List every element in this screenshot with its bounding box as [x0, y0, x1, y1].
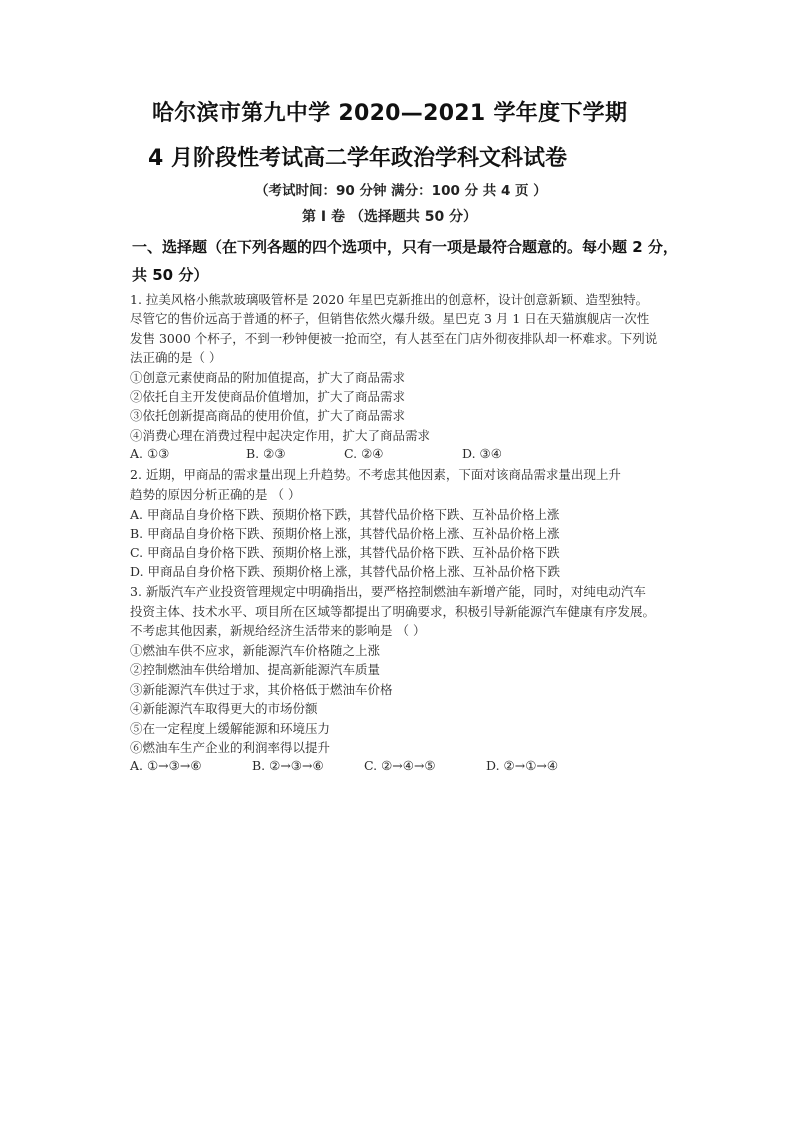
q3-line: ②控制燃油车供给增加、提高新能源汽车质量	[130, 662, 381, 677]
q1-line: ③依托创新提高商品的使用价值，扩大了商品需求	[130, 408, 406, 423]
q1-options	[130, 446, 502, 461]
q1-line: 尽管它的售价远高于普通的杯子，但销售依然火爆升级。星巴克 3 月 1 日在天猫旗舰店一次性	[130, 311, 650, 326]
q1-option-c: C. ②④	[344, 446, 384, 461]
q2-option-line: B. 甲商品自身价格下跌、预期价格上涨，其替代品价格上涨、互补品价格上涨	[130, 526, 560, 541]
exam-title-line2: 4 月阶段性考试高二学年政治学科文科试卷	[148, 146, 567, 171]
q3-line: 3. 新版汽车产业投资管理规定中明确指出，要严格控制燃油车新增产能，同时，对纯电动汽车	[130, 584, 646, 599]
q1-option-a: A. ①③	[130, 446, 170, 461]
q2-line: 2. 近期，甲商品的需求量出现上升趋势。不考虑其他因素，下面对该商品需求量出现上升	[130, 467, 621, 482]
q3-line: ⑥燃油车生产企业的利润率得以提升	[130, 740, 331, 755]
volume-title: 第 I 卷 （选择题共 50 分）	[302, 209, 478, 225]
q3-line: 投资主体、技术水平、项目所在区域等都提出了明确要求，积极引导新能源汽车健康有序发展。	[130, 604, 656, 619]
q1-line: ②依托自主开发使商品价值增加，扩大了商品需求	[130, 389, 406, 404]
q3-line: ①燃油车供不应求，新能源汽车价格随之上涨	[130, 643, 381, 658]
q1-option-d: D. ③④	[462, 446, 502, 461]
q2-option-line: D. 甲商品自身价格下跌、预期价格上涨，其替代品价格上涨、互补品价格下跌	[130, 564, 561, 579]
q1-line: 法正确的是（ ）	[130, 350, 222, 365]
q1-line: 1. 拉美风格小熊款玻璃吸管杯是 2020 年星巴克新推出的创意杯，设计创意新颖、造型独特。	[130, 292, 649, 307]
q3-line: ③新能源汽车供过于求，其价格低于燃油车价格	[130, 682, 393, 697]
q3-line: ④新能源汽车取得更大的市场份额	[130, 701, 318, 716]
q3-line: 不考虑其他因素，新规给经济生活带来的影响是 （ ）	[130, 623, 426, 638]
q1-line: 发售 3000 个杯子，不到一秒钟便被一抢而空，有人甚至在门店外彻夜排队却一杯难求。下列说	[130, 331, 658, 346]
q2-option-line: A. 甲商品自身价格下跌、预期价格下跌，其替代品价格下跌、互补品价格上涨	[130, 507, 560, 522]
q2-line: 趋势的原因分析正确的是 （ ）	[130, 487, 301, 502]
q3-option-c: C. ②→④→⑤	[364, 758, 436, 773]
section-heading-line1: 一、选择题（在下列各题的四个选项中，只有一项是最符合题意的。每小题 2 分，	[132, 238, 678, 256]
q3-options	[130, 758, 558, 773]
q3-option-d: D. ②→①→④	[486, 758, 559, 773]
q2-option-line: C. 甲商品自身价格下跌、预期价格上涨，其替代品价格下跌、互补品价格下跌	[130, 545, 560, 560]
q3-option-a: A. ①→③→⑥	[130, 758, 202, 773]
q1-option-b: B. ②③	[246, 446, 286, 461]
q1-line: ①创意元素使商品的附加值提高，扩大了商品需求	[130, 370, 406, 385]
exam-meta: （考试时间：90 分钟 满分：100 分 共 4 页 ）	[255, 183, 547, 199]
exam-title-line1: 哈尔滨市第九中学 2020—2021 学年度下学期	[152, 101, 628, 126]
section-heading-line2: 共 50 分）	[132, 266, 209, 284]
q3-option-b: B. ②→③→⑥	[252, 758, 324, 773]
q3-line: ⑤在一定程度上缓解能源和环境压力	[130, 721, 331, 736]
q1-line: ④消费心理在消费过程中起决定作用，扩大了商品需求	[130, 428, 431, 443]
